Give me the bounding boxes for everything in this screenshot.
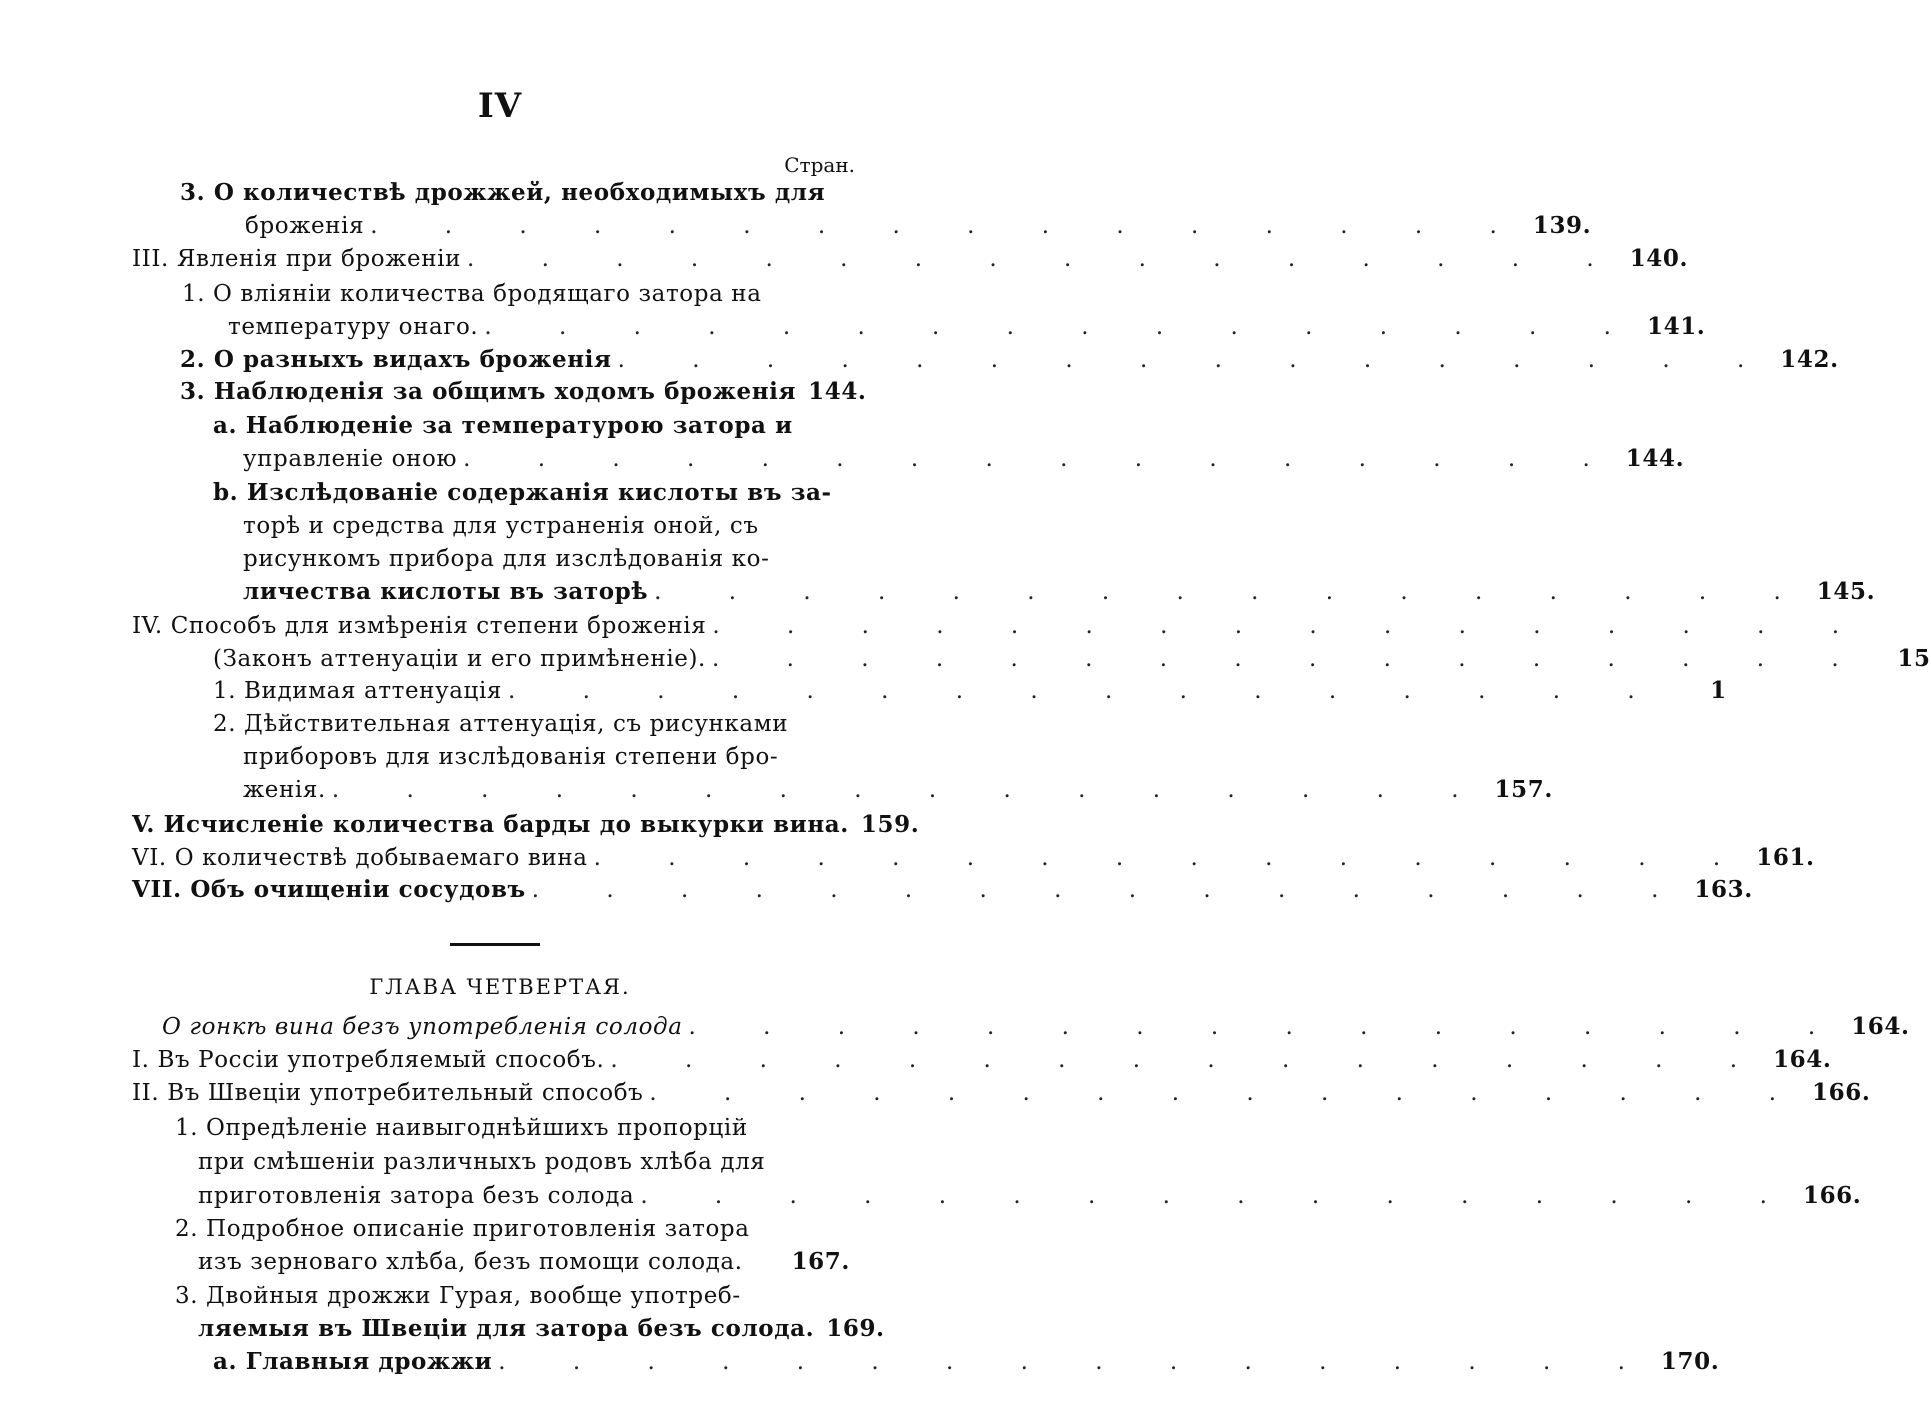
toc-entry-label: при смѣшеніи различныхъ родовъ хлѣба для <box>198 1149 766 1175</box>
toc-entry <box>132 609 1870 643</box>
toc-entry-label: 2. О разныхъ видахъ броженія <box>180 346 612 373</box>
toc-entry-page: 145. <box>1816 578 1876 605</box>
toc-entry <box>213 707 850 741</box>
toc-entry-label: III. Явленія при броженіи <box>132 246 462 272</box>
toc-entry <box>245 209 1592 243</box>
dot-leader: . . . . . . . . . . . . . . . . <box>640 1183 1797 1209</box>
toc-entry-label: b. Изслѣдованіе содержанія кислоты въ за- <box>213 479 832 506</box>
toc-entry <box>132 873 1753 907</box>
toc-entry-label: рисункомъ прибора для изслѣдованія ко- <box>243 546 770 572</box>
toc-entry <box>228 310 1706 344</box>
toc-entry-page: 170. <box>1660 1348 1720 1375</box>
toc-entry <box>243 509 850 543</box>
toc-entry-label: приборовъ для изслѣдованія степени бро- <box>243 744 779 770</box>
toc-entry-label: личества кислоты въ заторѣ <box>243 578 649 605</box>
dot-leader: . . . . . . . . . . . . . . . . <box>467 246 1624 272</box>
toc-entry-label: 3. О количествѣ дрожжей, необходимыхъ для <box>180 179 826 206</box>
toc-entry <box>175 1279 850 1313</box>
chapter-title: ГЛАВА ЧЕТВЕРТАЯ. <box>369 975 631 999</box>
toc-entry-label: a. Наблюденіе за температурою затора и <box>213 412 793 439</box>
toc-entry <box>243 542 850 576</box>
toc-entry <box>198 1312 885 1346</box>
toc-entry-page: 169. <box>826 1315 885 1342</box>
toc-entry-page: 1 <box>1710 677 1727 704</box>
dot-leader: . . . . . . . . . . . . . . . . <box>610 1047 1768 1073</box>
toc-entry-label: II. Въ Швеціи употребительный способъ <box>132 1080 644 1106</box>
toc-entry <box>243 442 1685 476</box>
toc-entry-page: 164. <box>1773 1046 1832 1073</box>
section-divider <box>450 943 540 946</box>
toc-entry-page: 144. <box>1625 445 1685 472</box>
dot-leader: . . . . . . . . . . . . . . . . <box>688 1014 1846 1040</box>
toc-entry <box>180 375 867 409</box>
toc-entry-page: 142. <box>1780 346 1839 373</box>
toc-entry <box>132 1043 1832 1077</box>
toc-entry-label: 1. Опредѣленіе наивыгоднѣйшихъ пропорцій <box>175 1115 748 1141</box>
dot-leader: . . . . . . . . . . . . . . . . <box>593 845 1751 871</box>
toc-entry-label: VII. Объ очищеніи сосудовъ <box>132 876 526 903</box>
dot-leader: . . . . . . . . . . . . . . . . <box>463 446 1620 472</box>
toc-entry <box>175 1111 850 1145</box>
toc-entry-page: 140. <box>1629 245 1689 272</box>
toc-entry-page: 159. <box>860 811 920 838</box>
toc-entry <box>162 1010 1910 1044</box>
toc-entry <box>132 1076 1871 1110</box>
dot-leader: . . . . . . . . . . . . . . . . <box>508 678 1665 704</box>
toc-entry-label: a. Главныя дрожжи <box>213 1348 493 1375</box>
dot-leader: . . . . . . . . . . . . . . . . <box>498 1349 1655 1375</box>
toc-entry <box>175 1212 850 1246</box>
toc-entry-label: ляемыя въ Швеціи для затора безъ солода. <box>198 1315 815 1342</box>
toc-entry-page: 166. <box>1812 1079 1871 1106</box>
toc-entry-label: 3. Наблюденія за общимъ ходомъ броженія <box>180 378 797 405</box>
toc-entry-label: 1. О вліяніи количества бродящаго затора на <box>182 281 762 307</box>
toc-entry-page: 144. <box>808 378 867 405</box>
dot-leader: . . . . . . . . . . . . . . . . <box>331 777 1489 803</box>
toc-entry-label: VI. О количествѣ добываемаго вина <box>132 845 588 871</box>
toc-entry <box>213 476 850 510</box>
toc-entry <box>213 642 1931 676</box>
toc-entry-page: 163. <box>1694 876 1753 903</box>
toc-entry-label: I. Въ Россіи употребляемый способъ. <box>132 1047 605 1073</box>
toc-entry-label: 1. Видимая аттенуація <box>213 678 503 704</box>
toc-entry <box>198 1179 1862 1213</box>
toc-entry-label: V. Исчисленіе количества барды до выкурки вина. <box>132 811 849 838</box>
toc-entry <box>182 277 850 311</box>
toc-entry <box>180 343 1839 377</box>
page-column-header: Стран. <box>784 153 855 177</box>
toc-entry-label: 2. Подробное описаніе приготовленія затора <box>175 1216 750 1242</box>
toc-entry <box>132 841 1815 875</box>
dot-leader: . . . . . . . . . . . . . . . . <box>711 646 1869 672</box>
toc-entry-page: 164. <box>1851 1013 1910 1040</box>
page-number: IV <box>477 86 523 126</box>
toc-entry <box>213 1345 1720 1379</box>
toc-entry <box>213 409 850 443</box>
dot-leader: . . . . . . . . . . . . . . . . <box>484 314 1641 340</box>
toc-entry <box>132 808 920 842</box>
dot-leader: . . . . . . . . . . . . . . . . <box>654 579 1811 605</box>
toc-entry <box>198 1145 850 1179</box>
toc-entry-page: 161. <box>1756 844 1815 871</box>
toc-entry-label: (Законъ аттенуаціи и его примѣненіе). <box>213 646 706 672</box>
toc-entry-label: температуру онаго. <box>228 314 479 340</box>
toc-entry-label: женія. <box>243 777 326 803</box>
toc-entry-page: 141. <box>1646 313 1706 340</box>
toc-entry-label: изъ зерноваго хлѣба, безъ помощи солода. <box>198 1249 743 1275</box>
toc-entry <box>243 740 850 774</box>
toc-entry-label: 2. Дѣйствительная аттенуація, съ рисунками <box>213 711 789 737</box>
toc-entry <box>198 1245 850 1279</box>
toc-entry-page: 15 <box>1897 645 1931 672</box>
toc-entry-label: броженія <box>245 213 365 239</box>
dot-leader: . . . . . . . . . . . . . . . . <box>649 1080 1807 1106</box>
toc-entry-page: 167. <box>791 1248 850 1275</box>
dot-leader: . . . . . . . . . . . . . . . . <box>712 613 1870 639</box>
toc-entry-label: управленіе оною <box>243 446 458 472</box>
toc-entry <box>243 773 1553 807</box>
dot-leader: . . . . . . . . . . . . . . . . <box>531 877 1689 903</box>
toc-entry <box>243 575 1876 609</box>
toc-entry-label: IV. Способъ для измѣренія степени броженія <box>132 613 707 639</box>
toc-entry <box>180 176 850 210</box>
toc-entry-label: 3. Двойныя дрожжи Гурая, вообще употреб- <box>175 1283 741 1309</box>
dot-leader: . . . . . . . . . . . . . . . . <box>370 213 1527 239</box>
toc-entry-label: приготовленія затора безъ солода <box>198 1183 635 1209</box>
toc-entry-label: торѣ и средства для устраненія оной, съ <box>243 513 759 539</box>
dot-leader: . . . . . . . . . . . . . . . . <box>617 347 1775 373</box>
toc-entry-page: 139. <box>1532 212 1592 239</box>
toc-entry-label: О гонкѣ вина безъ употребленія солода <box>162 1014 683 1040</box>
toc-entry-page: 157. <box>1494 776 1553 803</box>
toc-entry <box>213 674 1727 708</box>
toc-entry-page: 166. <box>1802 1182 1862 1209</box>
toc-entry <box>132 242 1689 276</box>
